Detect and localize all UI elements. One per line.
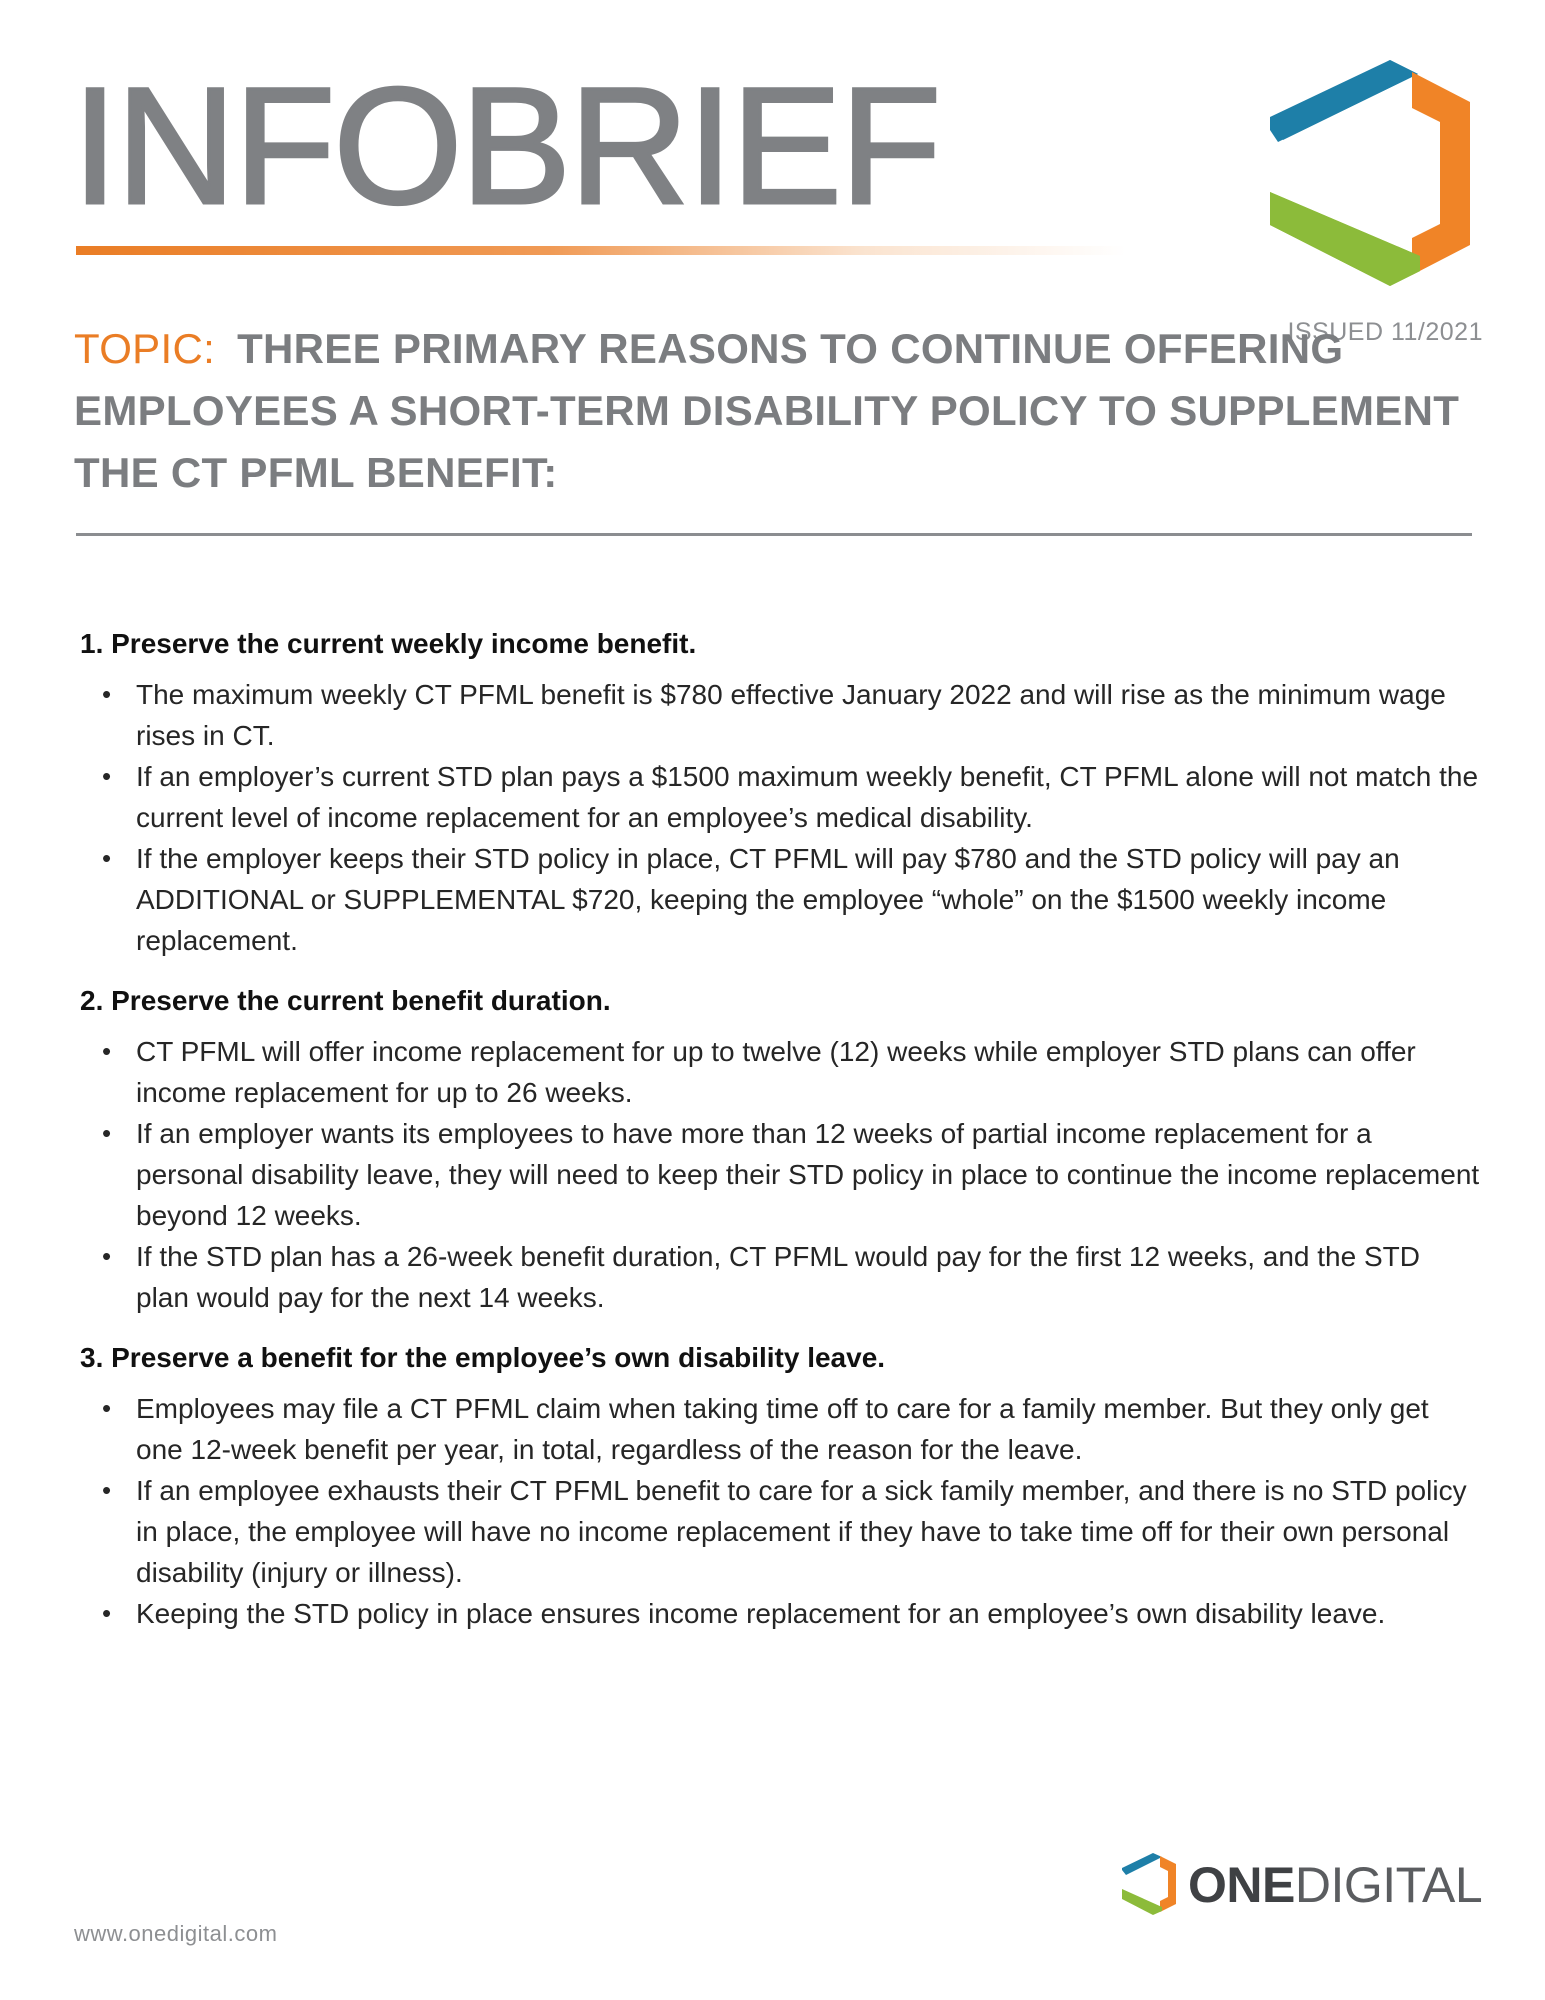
topic-label: TOPIC: [74,325,216,372]
bullet-item: • Employees may file a CT PFML claim when taking time off to care for a family member. But they only get one 12-week benefit per year, in total, regardless of the reason for the leave. [80,1388,1480,1470]
section-2 [80,981,1480,1318]
issued-date: ISSUED 11/2021 [1287,318,1483,346]
bullet-item: • CT PFML will offer income replacement for up to twelve (12) weeks while employer STD plans can offer income replacement for up to 26 weeks. [80,1031,1480,1113]
brand-one: ONE [1188,1857,1295,1913]
bullet-item: • If an employer’s current STD plan pays a $1500 maximum weekly benefit, CT PFML alone will not match the current level of income replacement for an employee’s medical disability. [80,756,1480,838]
brand-wordmark [1188,1857,1482,1913]
bullet-item: • If the STD plan has a 26-week benefit duration, CT PFML would pay for the first 12 weeks, and the STD plan would pay for the next 14 weeks. [80,1236,1480,1318]
bullet-item: • If an employee exhausts their CT PFML benefit to care for a sick family member, and there is no STD policy in place, the employee will have no income replacement if they have to take time off for their own personal disability (injury or illness). [80,1470,1480,1593]
main-content [80,624,1480,1654]
bullet-list [80,674,1480,961]
bullet-item: • If an employer wants its employees to have more than 12 weeks of partial income replacement for a personal disability leave, they will need to keep their STD policy in place to continue the income replacement beyond 12 weeks. [80,1113,1480,1236]
hexagon-logo-icon [1270,60,1492,286]
topic-text: THREE PRIMARY REASONS TO CONTINUE OFFERING EMPLOYEES A SHORT-TERM DISABILITY POLICY TO SUPPLEMENT THE CT PFML BENEFIT: [74,325,1460,496]
topic-heading [74,318,1474,504]
bullet-list [80,1031,1480,1318]
section-3 [80,1338,1480,1634]
gray-divider [76,533,1472,536]
section-heading: 3. Preserve a benefit for the employee’s own disability leave. [80,1342,886,1373]
section-1 [80,624,1480,961]
website-link[interactable]: www.onedigital.com [74,1921,278,1946]
bullet-list [80,1388,1480,1634]
brand-digital: DIGITAL [1294,1857,1483,1913]
section-heading: 2. Preserve the current benefit duration. [80,985,611,1016]
onedigital-logo-icon [1122,1853,1180,1915]
bullet-item: • If the employer keeps their STD policy in place, CT PFML will pay $780 and the STD policy will pay an ADDITIONAL or SUPPLEMENTAL $720, keeping the employee “whole” on the $1500 weekly income replacement. [80,838,1480,961]
orange-divider [76,246,1126,255]
bullet-item: • The maximum weekly CT PFML benefit is $780 effective January 2022 and will rise as the minimum wage rises in CT. [80,674,1480,756]
bullet-item: • Keeping the STD policy in place ensures income replacement for an employee’s own disability leave. [80,1593,1480,1634]
section-heading: 1. Preserve the current weekly income benefit. [80,628,697,659]
infobrief-title: INFOBRIEF [72,54,940,239]
